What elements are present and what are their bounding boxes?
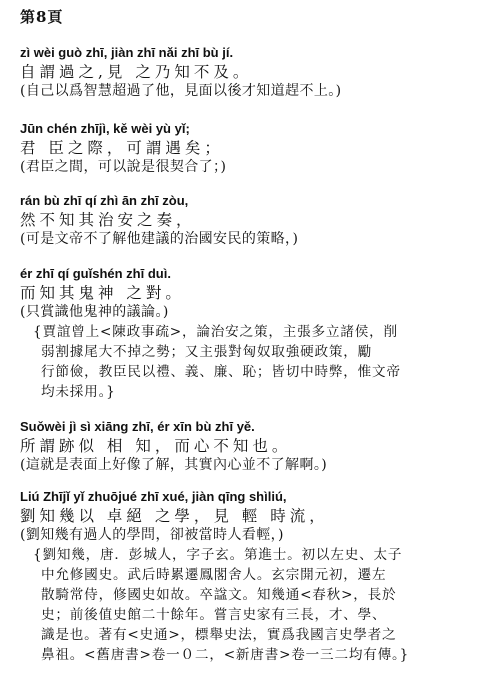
translation-line: (君臣之間，可以說是很契合了；) [20, 159, 227, 175]
note-line: 中允修國史。武后時累遷鳳閣舍人。玄宗開元初，遷左 [41, 567, 387, 583]
note-line: 均未採用。} [41, 384, 116, 400]
note-line: 史；前後值史館二十餘年。嘗言史家有三長，才、學、 [41, 607, 387, 623]
entry [20, 265, 486, 402]
translation-line: (這就是表面上好像了解，其實內心並不了解啊。) [20, 457, 328, 473]
translation-line: (可是文帝不了解他建議的治國安民的策略，) [20, 231, 299, 247]
note-line: 行節儉，教臣民以禮、義、廉、恥；皆切中時弊，惟文帝 [41, 364, 401, 380]
note-line: 散騎常侍，修國史如故。卒諡文。知幾通<春秋>，長於 [41, 587, 397, 603]
note-line: 弱割據尾大不掉之勢；又主張對匈奴取強硬政策，勵 [41, 344, 373, 360]
note-line: 鼻祖。<舊唐書>卷一０二，<新唐書>卷一三二均有傳。} [41, 647, 410, 663]
chinese-text-line: 劉知幾以 卓絕 之學，見 輕 時流， [20, 507, 329, 525]
entry [20, 418, 486, 475]
annotation-note [33, 545, 486, 665]
pinyin-line: Liú Zhījǐ yǐ zhuōjué zhī xué, jiàn qīng shìliú, [20, 489, 287, 504]
pinyin-line: Suǒwèi jì sì xiāng zhī, ér xīn bù zhī yě. [20, 419, 255, 434]
entry [20, 44, 486, 101]
translation-line: (只賞識他鬼神的議論。) [20, 304, 169, 320]
pinyin-line: rán bù zhī qí zhì ān zhī zòu, [20, 193, 189, 208]
page-number: 第8頁 [20, 8, 64, 26]
translation-line: (劉知幾有過人的學問，卻被當時人看輕，) [20, 527, 284, 543]
pinyin-line: Jūn chén zhījì, kě wèi yù yǐ; [20, 121, 190, 136]
annotation-note [33, 322, 486, 402]
entry [20, 488, 486, 665]
note-line: {賈誼曾上<陳政事疏>，論治安之策，主張多立諸侯，削 [33, 324, 398, 340]
note-line: {劉知幾，唐．彭城人，字子玄。第進士。初以左史、太子 [33, 547, 403, 563]
chinese-text-line: 君 臣之際，可謂遇矣； [20, 139, 224, 157]
pinyin-line: zì wèi guò zhī, jiàn zhī nǎi zhī bù jí. [20, 45, 234, 60]
chinese-text-line: 自謂過之,見 之乃知不及。 [20, 63, 253, 81]
chinese-text-line: 然不知其治安之奏， [20, 211, 196, 229]
pinyin-line: ér zhī qí guǐshén zhī duì. [20, 266, 171, 281]
note-line: 識是也。著有<史通>，標舉史法，實爲我國言史學者之 [41, 627, 397, 643]
chinese-text-line: 所謂跡似 相 知，而心不知也。 [20, 437, 292, 455]
entry [20, 120, 486, 177]
entry [20, 192, 486, 249]
translation-line: (自己以爲智慧超過了他，見面以後才知道趕不上。) [20, 83, 342, 99]
chinese-text-line: 而知其鬼神 之對。 [20, 284, 185, 302]
